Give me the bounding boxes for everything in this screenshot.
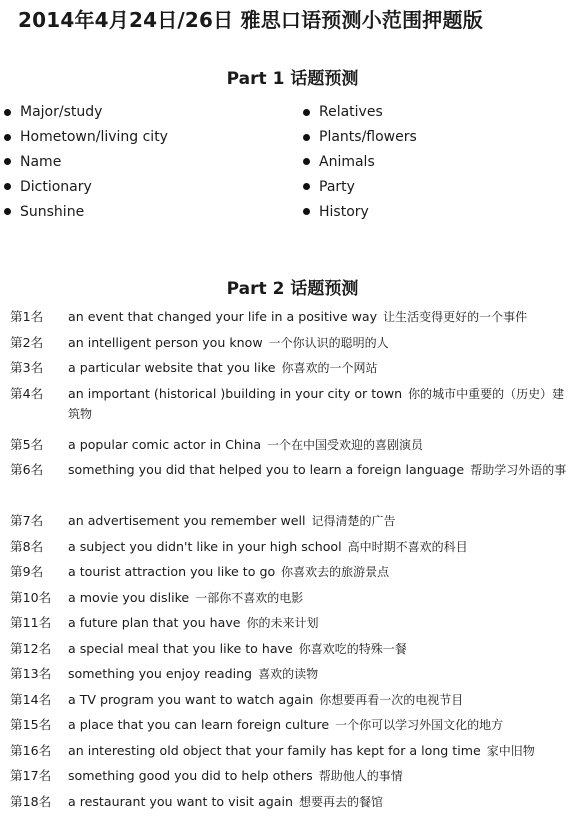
topic-text: [68, 562, 585, 588]
ranking-row: [0, 384, 585, 435]
list-item: [4, 150, 168, 175]
topic-text: [68, 588, 585, 614]
bullet-icon: [303, 183, 310, 190]
ranking-row: [0, 435, 585, 461]
list-item: [303, 150, 417, 175]
rank-label: 第16名: [10, 742, 52, 758]
rank-label: 第17名: [10, 768, 52, 783]
bullet-icon: [303, 109, 310, 116]
ranking-row: [0, 511, 585, 537]
ranking-row: [0, 741, 585, 767]
list-item: [4, 125, 168, 150]
rank-label: 第15名: [10, 717, 52, 732]
topic-text: [68, 384, 585, 435]
ranking-row: [0, 588, 585, 614]
topic-text: [68, 766, 585, 792]
topic-english: a special meal that you like to have: [68, 640, 293, 656]
ranking-row: [0, 460, 585, 511]
topic-english: something you enjoy reading: [68, 666, 253, 681]
rank-label: 第9名: [10, 564, 44, 579]
rank-label: 第3名: [10, 360, 44, 375]
topic-english: an intelligent person you know: [68, 334, 263, 350]
topic-english: a particular website that you like: [68, 360, 276, 375]
topic-chinese: 你喜欢去的旅游景点: [281, 565, 390, 579]
list-item: [4, 174, 168, 199]
topic-english: a TV program you want to watch again: [68, 691, 314, 707]
rank-label: 第8名: [10, 538, 44, 554]
list-item: [303, 125, 417, 150]
topic-chinese: 高中时期不喜欢的科目: [347, 539, 468, 554]
rank-label: 第14名: [10, 691, 52, 707]
topic-english: an important (historical )building in your city or town: [68, 385, 403, 401]
part2-heading: Part 2 话题预测: [226, 279, 359, 299]
topic-text: [68, 435, 585, 461]
rank-label: 第7名: [10, 513, 44, 528]
list-item: [303, 199, 417, 224]
ranking-row: [0, 715, 585, 741]
topic-chinese: 你喜欢吃的特殊一餐: [298, 641, 407, 656]
topic-english: a movie you dislike: [68, 589, 190, 605]
topic-text: [68, 333, 585, 359]
topic-chinese: 一个你可以学习外国文化的地方: [335, 718, 504, 732]
topic-english: an interesting old object that your family has kept for a long time: [68, 742, 481, 758]
ranking-row: [0, 766, 585, 792]
ranking-row: [0, 613, 585, 639]
topic-english: a subject you didn't like in your high school: [68, 538, 342, 554]
topic-label: Name: [20, 153, 62, 170]
topic-english: a popular comic actor in China: [68, 436, 262, 452]
topic-text: [68, 358, 585, 384]
topic-label: Animals: [319, 153, 375, 170]
topic-english: something you did that helped you to learn a foreign language: [68, 462, 465, 477]
bullet-icon: [4, 109, 11, 116]
topic-chinese: 一个在中国受欢迎的喜剧演员: [267, 437, 424, 452]
topic-label: Hometown/living city: [20, 129, 168, 146]
ranking-row: [0, 307, 585, 333]
topic-chinese: 一个你认识的聪明的人: [268, 335, 389, 350]
part1-right-list: [303, 100, 417, 224]
rank-label: 第5名: [10, 436, 44, 452]
list-item: [4, 100, 168, 125]
topic-text: [68, 639, 585, 665]
topic-label: Major/study: [20, 104, 103, 121]
topic-chinese: 家中旧物: [486, 743, 535, 758]
rank-label: 第10名: [10, 589, 52, 605]
bullet-icon: [4, 158, 11, 165]
topic-chinese: 喜欢的读物: [258, 667, 319, 681]
topic-text: [68, 690, 585, 716]
topic-english: an event that changed your life in a positive way: [68, 309, 378, 324]
list-item: [4, 199, 168, 224]
topic-chinese: 帮助他人的事情: [318, 769, 403, 783]
bullet-icon: [303, 208, 310, 215]
bullet-icon: [4, 134, 11, 141]
rank-label: 第18名: [10, 793, 52, 809]
part1-left-list: [4, 100, 168, 224]
ranking-row: [0, 562, 585, 588]
topic-text: [68, 664, 585, 690]
rank-label: 第2名: [10, 334, 44, 350]
ranking-row: [0, 639, 585, 665]
topic-label: Relatives: [319, 104, 383, 121]
ranking-row: [0, 664, 585, 690]
topic-chinese: 你想要再看一次的电视节目: [319, 692, 464, 707]
part2-ranking-list: [0, 307, 585, 817]
topic-text: [68, 307, 585, 333]
bullet-icon: [303, 134, 310, 141]
topic-english: a future plan that you have: [68, 615, 241, 630]
ranking-row: [0, 792, 585, 818]
topic-chinese: 一部你不喜欢的电影: [195, 590, 304, 605]
ranking-row: [0, 537, 585, 563]
topic-chinese: 让生活变得更好的一个事件: [383, 310, 528, 324]
bullet-icon: [303, 158, 310, 165]
topic-english: an advertisement you remember well: [68, 513, 306, 528]
rank-label: 第13名: [10, 666, 52, 681]
ranking-row: [0, 333, 585, 359]
ranking-row: [0, 358, 585, 384]
topic-english: a place that you can learn foreign culture: [68, 717, 330, 732]
bullet-icon: [4, 208, 11, 215]
page-title: 2014年4月24日/26日 雅思口语预测小范围押题版: [18, 8, 483, 32]
topic-label: Dictionary: [20, 178, 92, 195]
topic-text: [68, 460, 585, 511]
topic-text: [68, 715, 585, 741]
topic-english: something good you did to help others: [68, 768, 313, 783]
list-item: [303, 174, 417, 199]
topic-english: a restaurant you want to visit again: [68, 793, 293, 809]
rank-label: 第6名: [10, 462, 44, 477]
topic-chinese: 你的未来计划: [246, 616, 319, 630]
ranking-row: [0, 690, 585, 716]
rank-label: 第11名: [10, 615, 52, 630]
part1-heading: Part 1 话题预测: [226, 69, 359, 89]
rank-label: 第1名: [10, 309, 44, 324]
topic-chinese: 帮助学习外语的事: [470, 463, 567, 477]
topic-text: [68, 792, 585, 818]
topic-english: a tourist attraction you like to go: [68, 564, 276, 579]
topic-text: [68, 741, 585, 767]
topic-chinese: 想要再去的餐馆: [298, 794, 383, 809]
topic-label: Plants/flowers: [319, 129, 417, 146]
topic-label: Sunshine: [20, 203, 85, 220]
topic-chinese: 你喜欢的一个网站: [281, 361, 378, 375]
bullet-icon: [4, 183, 11, 190]
topic-label: History: [319, 203, 369, 220]
topic-text: [68, 537, 585, 563]
topic-text: [68, 511, 585, 537]
rank-label: 第4名: [10, 385, 44, 401]
topic-chinese: 你的城市中重要的（历史）建筑物: [68, 386, 565, 421]
topic-text: [68, 613, 585, 639]
list-item: [303, 100, 417, 125]
topic-chinese: 记得清楚的广告: [311, 514, 396, 528]
rank-label: 第12名: [10, 640, 52, 656]
topic-label: Party: [319, 178, 355, 195]
